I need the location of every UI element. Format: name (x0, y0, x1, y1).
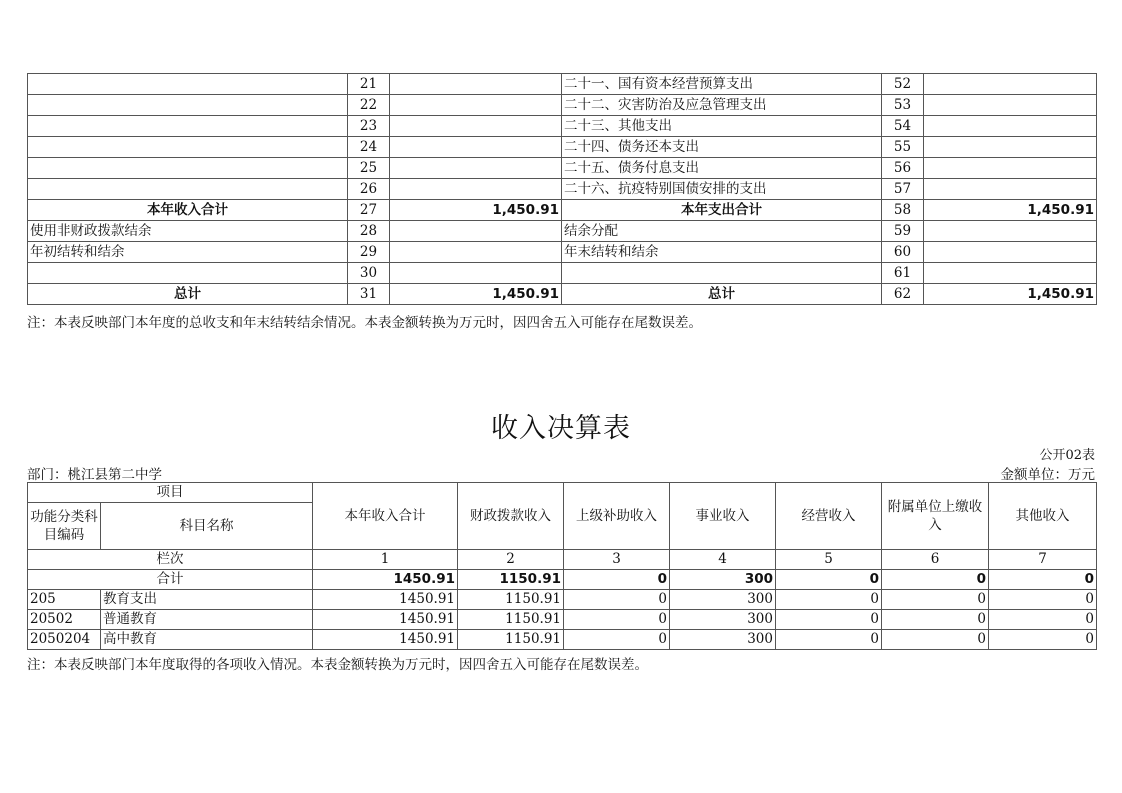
left-line-number: 29 (348, 242, 390, 263)
left-line-number: 24 (348, 137, 390, 158)
income-value: 0 (776, 630, 882, 650)
right-line-number: 53 (882, 95, 924, 116)
col-header-5: 经营收入 (776, 483, 882, 550)
left-amount (390, 74, 562, 95)
left-amount: 1,450.91 (390, 200, 562, 221)
right-amount (924, 95, 1097, 116)
subject-code: 20502 (28, 610, 101, 630)
left-item-label (28, 137, 348, 158)
department-label: 部门：桃江县第二中学 (27, 467, 162, 483)
income-value: 0 (564, 590, 670, 610)
income-statement-table (27, 482, 1097, 650)
right-line-number: 57 (882, 179, 924, 200)
left-line-number: 31 (348, 284, 390, 305)
table-row (28, 263, 1097, 284)
name-header: 科目名称 (101, 503, 313, 550)
table-row (28, 242, 1097, 263)
table-row (28, 284, 1097, 305)
left-item-label: 使用非财政拨款结余 (28, 221, 348, 242)
table-row (28, 200, 1097, 221)
income-value: 1450.91 (313, 610, 458, 630)
line-number: 6 (882, 550, 989, 570)
income-value: 300 (670, 610, 776, 630)
income-value: 0 (882, 590, 989, 610)
total-value: 0 (776, 570, 882, 590)
subject-code: 205 (28, 590, 101, 610)
right-amount (924, 116, 1097, 137)
table-row (28, 116, 1097, 137)
subject-name: 高中教育 (101, 630, 313, 650)
left-item-label (28, 95, 348, 116)
left-item-label (28, 158, 348, 179)
right-amount (924, 263, 1097, 284)
total-value: 0 (989, 570, 1097, 590)
left-amount (390, 179, 562, 200)
balance-summary-table (27, 73, 1097, 305)
income-value: 1150.91 (458, 630, 564, 650)
left-amount (390, 263, 562, 284)
right-amount: 1,450.91 (924, 284, 1097, 305)
left-item-label: 总计 (28, 284, 348, 305)
income-value: 300 (670, 630, 776, 650)
right-amount: 1,450.91 (924, 200, 1097, 221)
left-line-number: 22 (348, 95, 390, 116)
income-value: 0 (989, 610, 1097, 630)
left-item-label (28, 263, 348, 284)
line-number-label: 栏次 (28, 550, 313, 570)
table-row (28, 137, 1097, 158)
right-line-number: 52 (882, 74, 924, 95)
col-header-7: 其他收入 (989, 483, 1097, 550)
col-header-6: 附属单位上缴收入 (882, 483, 989, 550)
left-line-number: 28 (348, 221, 390, 242)
line-number: 3 (564, 550, 670, 570)
right-line-number: 61 (882, 263, 924, 284)
right-amount (924, 74, 1097, 95)
right-line-number: 62 (882, 284, 924, 305)
item-header: 项目 (28, 483, 313, 503)
right-line-number: 59 (882, 221, 924, 242)
left-amount (390, 221, 562, 242)
col-header-1: 本年收入合计 (313, 483, 458, 550)
income-value: 0 (989, 590, 1097, 610)
total-value: 0 (882, 570, 989, 590)
total-value: 1450.91 (313, 570, 458, 590)
income-value: 0 (564, 610, 670, 630)
right-line-number: 54 (882, 116, 924, 137)
left-line-number: 25 (348, 158, 390, 179)
balance-summary-note: 注：本表反映部门本年度的总收支和年末结转结余情况。本表金额转换为万元时，因四舍五入可能存在尾数误差。 (27, 315, 702, 331)
right-line-number: 55 (882, 137, 924, 158)
subject-code: 2050204 (28, 630, 101, 650)
right-item-label: 总计 (562, 284, 882, 305)
left-item-label (28, 116, 348, 137)
left-amount (390, 116, 562, 137)
left-item-label: 年初结转和结余 (28, 242, 348, 263)
right-item-label: 二十三、其他支出 (562, 116, 882, 137)
right-item-label: 结余分配 (562, 221, 882, 242)
right-line-number: 56 (882, 158, 924, 179)
subject-name: 教育支出 (101, 590, 313, 610)
left-amount: 1,450.91 (390, 284, 562, 305)
right-item-label (562, 263, 882, 284)
income-value: 300 (670, 590, 776, 610)
left-line-number: 21 (348, 74, 390, 95)
total-value: 1150.91 (458, 570, 564, 590)
income-value: 1450.91 (313, 630, 458, 650)
left-item-label (28, 74, 348, 95)
right-item-label: 年末结转和结余 (562, 242, 882, 263)
income-value: 1150.91 (458, 590, 564, 610)
left-amount (390, 95, 562, 116)
line-number-row (28, 550, 1097, 570)
right-line-number: 58 (882, 200, 924, 221)
table-row (28, 221, 1097, 242)
line-number: 4 (670, 550, 776, 570)
code-header: 功能分类科目编码 (28, 503, 101, 550)
income-value: 0 (776, 590, 882, 610)
subject-name: 普通教育 (101, 610, 313, 630)
table-row (28, 179, 1097, 200)
income-statement-note: 注：本表反映部门本年度取得的各项收入情况。本表金额转换为万元时，因四舍五入可能存在尾数误差。 (27, 657, 648, 673)
total-label: 合计 (28, 570, 313, 590)
amount-unit-label: 金额单位：万元 (1000, 467, 1095, 483)
income-value: 0 (776, 610, 882, 630)
right-amount (924, 158, 1097, 179)
right-amount (924, 179, 1097, 200)
income-value: 0 (564, 630, 670, 650)
income-value: 0 (882, 630, 989, 650)
left-line-number: 26 (348, 179, 390, 200)
left-line-number: 27 (348, 200, 390, 221)
col-header-2: 财政拨款收入 (458, 483, 564, 550)
right-item-label: 二十六、抗疫特别国债安排的支出 (562, 179, 882, 200)
table-row (28, 610, 1097, 630)
income-value: 0 (989, 630, 1097, 650)
col-header-3: 上级补助收入 (564, 483, 670, 550)
form-number: 公开02表 (1039, 448, 1095, 463)
right-item-label: 二十四、债务还本支出 (562, 137, 882, 158)
col-header-4: 事业收入 (670, 483, 776, 550)
table-row (28, 74, 1097, 95)
table-row (28, 630, 1097, 650)
line-number: 5 (776, 550, 882, 570)
left-line-number: 30 (348, 263, 390, 284)
income-value: 0 (882, 610, 989, 630)
total-row (28, 570, 1097, 590)
right-item-label: 二十五、债务付息支出 (562, 158, 882, 179)
page-title: 收入决算表 (491, 413, 631, 444)
left-amount (390, 158, 562, 179)
income-value: 1150.91 (458, 610, 564, 630)
right-amount (924, 221, 1097, 242)
right-item-label: 二十一、国有资本经营预算支出 (562, 74, 882, 95)
right-amount (924, 137, 1097, 158)
line-number: 7 (989, 550, 1097, 570)
income-value: 1450.91 (313, 590, 458, 610)
table-row (28, 158, 1097, 179)
left-item-label: 本年收入合计 (28, 200, 348, 221)
right-item-label: 本年支出合计 (562, 200, 882, 221)
total-value: 0 (564, 570, 670, 590)
table-row (28, 95, 1097, 116)
right-amount (924, 242, 1097, 263)
line-number: 1 (313, 550, 458, 570)
left-line-number: 23 (348, 116, 390, 137)
right-line-number: 60 (882, 242, 924, 263)
table-row (28, 590, 1097, 610)
line-number: 2 (458, 550, 564, 570)
right-item-label: 二十二、灾害防治及应急管理支出 (562, 95, 882, 116)
total-value: 300 (670, 570, 776, 590)
left-amount (390, 242, 562, 263)
left-item-label (28, 179, 348, 200)
left-amount (390, 137, 562, 158)
